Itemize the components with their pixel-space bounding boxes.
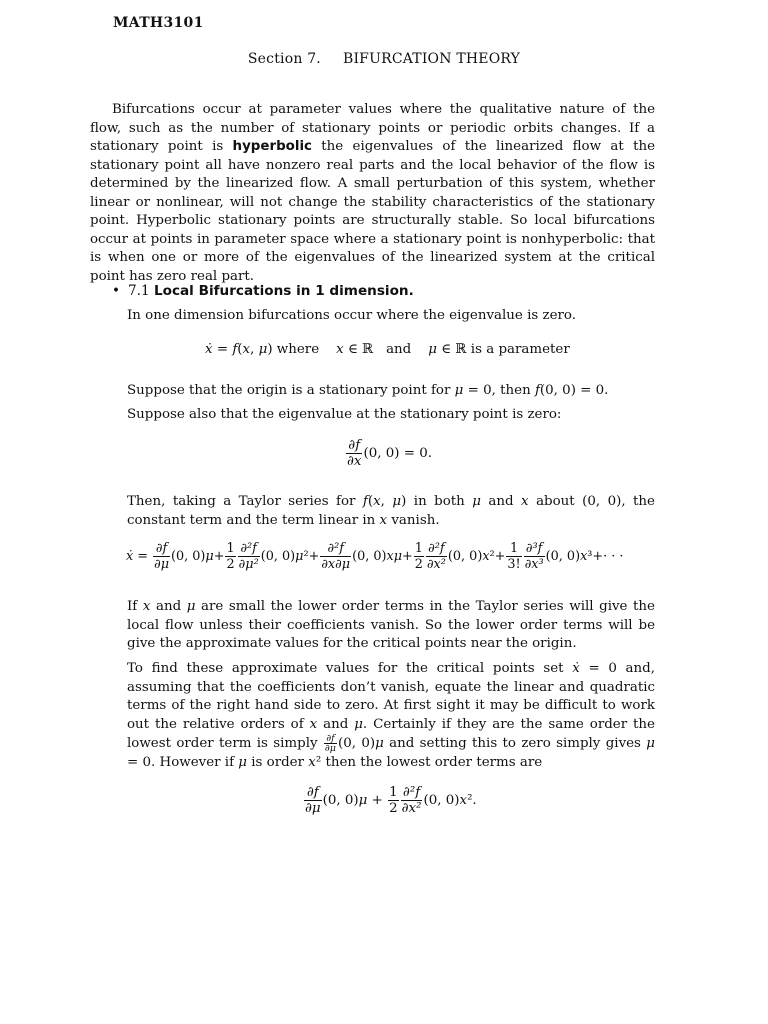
p6-text-d: . Certainly if they are the same order the lowest order term is simply — [127, 716, 655, 751]
paragraph-origin-stationary: Suppose that the origin is a stationary point for μ = 0, then f(0, 0) = 0. — [127, 383, 609, 398]
subsection-heading — [112, 283, 672, 299]
p2-text-b: , then — [491, 383, 535, 398]
p5-text-a: If — [127, 599, 143, 614]
p6-text-c: and — [317, 716, 355, 732]
p4-text-d: about (0, 0), the constant term and the term linear in — [127, 494, 655, 528]
eq1-param: is a parameter — [470, 342, 570, 357]
equation-lowest-order: $\frac{\partial f}{\partial\mu}$ (0, 0)μ + $\frac{1}{2}$ $\frac{\text{∂²f}}{\text{∂x²}}$ (0, 0)x². — [305, 785, 477, 816]
p2-text-a: Suppose that the origin is a stationary point for — [127, 383, 455, 398]
p6-text-g: is order — [246, 754, 309, 770]
intro-text-1: Bifurcations occur at parameter values where the qualitative nature of the flow, such as the number of stationary points or periodic orbits changes. If a stationary point is — [90, 102, 655, 154]
equation-eigenvalue-zero: $\frac{\partial f}{\partial x}$ (0, 0) = 0. — [347, 438, 432, 469]
p6-text-a: To find these approximate values for the critical points set — [127, 661, 573, 676]
paragraph-approximate-values: To find these approximate values for the critical points set ẋ = 0 and, assuming that the coefficients don’t vanish, equate the linear and quadratic terms of the right hand side to zero. At first sight it may be difficult to work out the relative orders of x and μ. Certainly if they are the same order the lowest order term is simply $\frac{\partial f}{\partial\mu}$ (0, 0)μ and setting this to zero simply gives μ = 0. However if μ is order x² then the lowest order terms are — [127, 661, 655, 770]
subsection-title: Local Bifurcations in 1 dimension. — [153, 283, 414, 299]
p4-text-e: vanish. — [387, 512, 440, 528]
equation-taylor-series: ẋ = $\frac{\partial f}{\partial\mu}$ (0, 0)μ+ $\frac{1}{2}$ $\frac{\text{∂²f}}{\text{∂μ²}}$ (0, 0)μ²+ $\frac{\text{∂²f}}{\partial x\partial\mu}$ (0, 0)xμ+ $\frac{1}{2}$ $\frac{\text{∂²f}}{\text{∂x²}}$ (0, 0)x²+ $\frac{1}{3!}$ $\frac{\text{∂³f}}{\text{∂x³}}$ (0, 0)x³+· · · — [126, 541, 624, 572]
intro-text-2: the eigenvalues of the linearized flow at the stationary point all have nonzero real parts and the local behavior of the flow is determined by the linearized flow. A small perturbation of this system, whether linear or nonlinear, will not change the stability characteristics of the stationary point. Hyperbolic stationary points are structurally stable. So local bifurcations occur at points in parameter space where a stationary point is nonhyperbolic: that is when one or more of the eigenvalues of the linearized system at the critical point has zero real part. — [90, 139, 655, 284]
eq1-and: and — [386, 342, 412, 357]
subsection-number: 7.1 — [128, 283, 150, 299]
p5-text-c: are small the lower order terms in the Taylor series will give the local flow unless their coefficients vanish. So the lower order terms will be give the approximate values for the critical points near the origin. — [127, 599, 655, 651]
section-title: BIFURCATION THEORY — [342, 51, 521, 67]
p5-text-b: and — [150, 599, 187, 614]
paragraph-eigenvalue-assumption: Suppose also that the eigenvalue at the stationary point is zero: — [127, 407, 562, 422]
p4-text-c: and — [480, 494, 522, 509]
p6-text-b: and, assuming that the coefficients don’t vanish, equate the linear and quadratic terms of the right hand side to zero. At first sight it may be difficult to work out the relative orders of — [127, 661, 655, 732]
term-hyperbolic: hyperbolic — [232, 139, 312, 154]
bullet-icon: • — [112, 283, 121, 299]
paragraph-eigenvalue-zero: In one dimension bifurcations occur where the eigenvalue is zero. — [127, 308, 576, 323]
equation-system: ẋ = f(x, μ) where x ∈ ℝ and μ ∈ ℝ is a parameter — [205, 342, 570, 357]
course-code: MATH3101 — [113, 15, 204, 31]
eq1-where: where — [276, 342, 320, 357]
paragraph-small-terms: If x and μ are small the lower order terms in the Taylor series will give the local flow unless their coefficients vanish. So the lower order terms will be give the approximate values for the critical points near the origin. — [127, 599, 655, 651]
p6-text-f: . However if — [151, 754, 239, 770]
p4-text-b: in both — [406, 494, 473, 509]
section-heading — [0, 51, 768, 67]
section-label: Section 7. — [247, 51, 321, 67]
intro-paragraph — [90, 101, 655, 286]
p6-text-e: and setting this to zero simply gives — [383, 736, 647, 751]
paragraph-taylor: Then, taking a Taylor series for f(x, μ) in both μ and x about (0, 0), the constant term and the term linear in x vanish. — [127, 494, 655, 528]
p4-text-a: Then, taking a Taylor series for — [127, 494, 363, 509]
p6-text-h: then the lowest order terms are — [321, 754, 543, 770]
